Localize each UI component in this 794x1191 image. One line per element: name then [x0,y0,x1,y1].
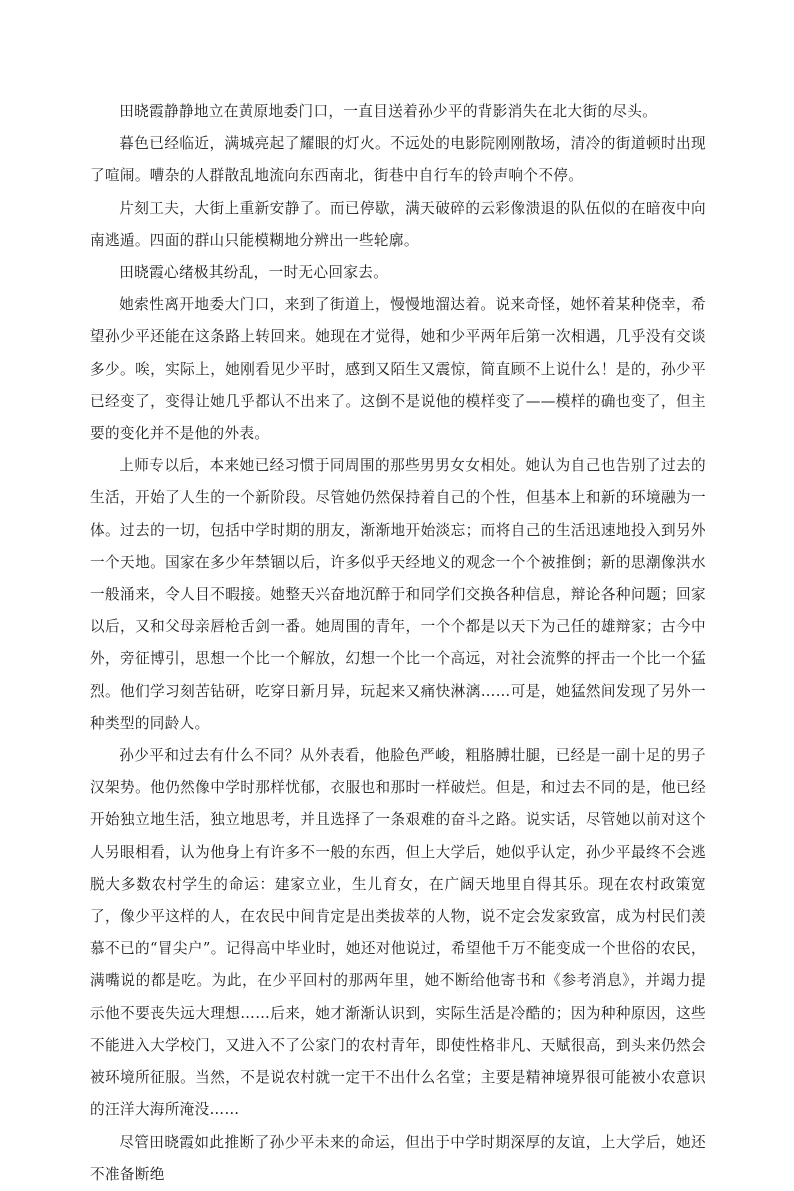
paragraph-4: 田晓霞心绪极其纷乱，一时无心回家去。 [119,264,389,282]
paragraph-2: 暮色已经临近，满城亮起了耀眼的灯火。不远处的电影院刚刚散场，清冷的街道顿时出现了喧闹。嘈杂的人群散乱地流向东西南北，街巷中自行车的铃声响个不停。 [90,135,706,185]
paragraph-1: 田晓霞静静地立在黄原地委门口，一直目送着孙少平的背影消失在北大街的尽头。 [119,103,658,120]
paragraph-6: 上师专以后，本来她已经习惯于同周围的那些男男女女相处。她认为自己也告别了过去的生活，开始了人生的一个新阶段。尽管她仍然保持着自己的个性，但基本上和新的环境融为一体。过去的一切，包括中学时期的朋友，渐渐地开始淡忘；而将自己的生活迅速地投入到另外一个天地。国家在多少年禁锢以后，许多似乎天经地义的观念一个个被推倒；新的思潮像洪水一般涌来，令人目不暇接。她整天兴奋地沉醉于和同学们交换各种信息，辩论各种问题；回家以后，又和父母亲唇枪舌剑一番。她周围的青年，一个个都是以天下为己任的雄辩家；古今中外，旁征博引，思想一个比一个解放，幻想一个比一个高远，对社会流弊的抨击一个比一个猛烈。他们学习刻苦钻研，吃穿日新月异，玩起来又痛快淋漓……可是，她猛然间发现了另外一种类型的同龄人。 [90,457,706,732]
paragraph-7: 孙少平和过去有什么不同？从外表看，他脸色严峻，粗胳膊壮腿，已经是一副十足的男子汉架势。他仍然像中学时那样忧郁，衣服也和那时一样破烂。但是，和过去不同的是，他已经开始独立地生活，独立地思考，并且选择了一条艰难的奋斗之路。说实话，尽管她以前对这个人另眼相看，认为他身上有许多不一般的东西，但上大学后，她似乎认定，孙少平最终不会逃脱大多数农村学生的命运：建家立业，生儿育女，在广阔天地里自得其乐。现在农村政策宽了，像少平这样的人，在农民中间肯定是出类拔萃的人物，说不定会发家致富，成为村民们羡慕不已的“冒尖户”。记得高中毕业时，她还对他说过，希望他千万不能变成一个世俗的农民，满嘴说的都是吃。为此，在少平回村的那两年里，她不断给他寄书和《参考消息》，并竭力提示他不要丧失远大理想……后来，她才渐渐认识到，实际生活是冷酷的；因为种种原因，这些不能进入大学校门，又进入不了公家门的农村青年，即使性格非凡、天赋很高，到头来仍然会被环境所征服。当然，不是说农村就一定干不出什么名堂；主要是精神境界很可能被小农意识的汪洋大海所淹没…… [90,747,706,1119]
paragraph-8: 尽管田晓霞如此推断了孙少平未来的命运，但出于中学时期深厚的友谊，上大学后，她还不准备断绝 [90,1133,706,1183]
paragraph-5: 她索性离开地委大门口，来到了街道上，慢慢地溜达着。说来奇怪，她怀着某种侥幸，希望孙少平还能在这条路上转回来。她现在才觉得，她和少平两年后第一次相遇，几乎没有交谈多少。唉，实际上，她刚看见少平时，感到又陌生又震惊，简直顾不上说什么！是的，孙少平已经变了，变得让她几乎都认不出来了。这倒不是说他的模样变了——模样的确也变了，但主要的变化并不是他的外表。 [90,296,706,443]
paragraph-3: 片刻工夫，大街上重新安静了。而已停歇，满天破碎的云彩像溃退的队伍似的在暗夜中向南逃遁。四面的群山只能模糊地分辨出一些轮廓。 [90,199,706,249]
document-body [90,96,706,1191]
